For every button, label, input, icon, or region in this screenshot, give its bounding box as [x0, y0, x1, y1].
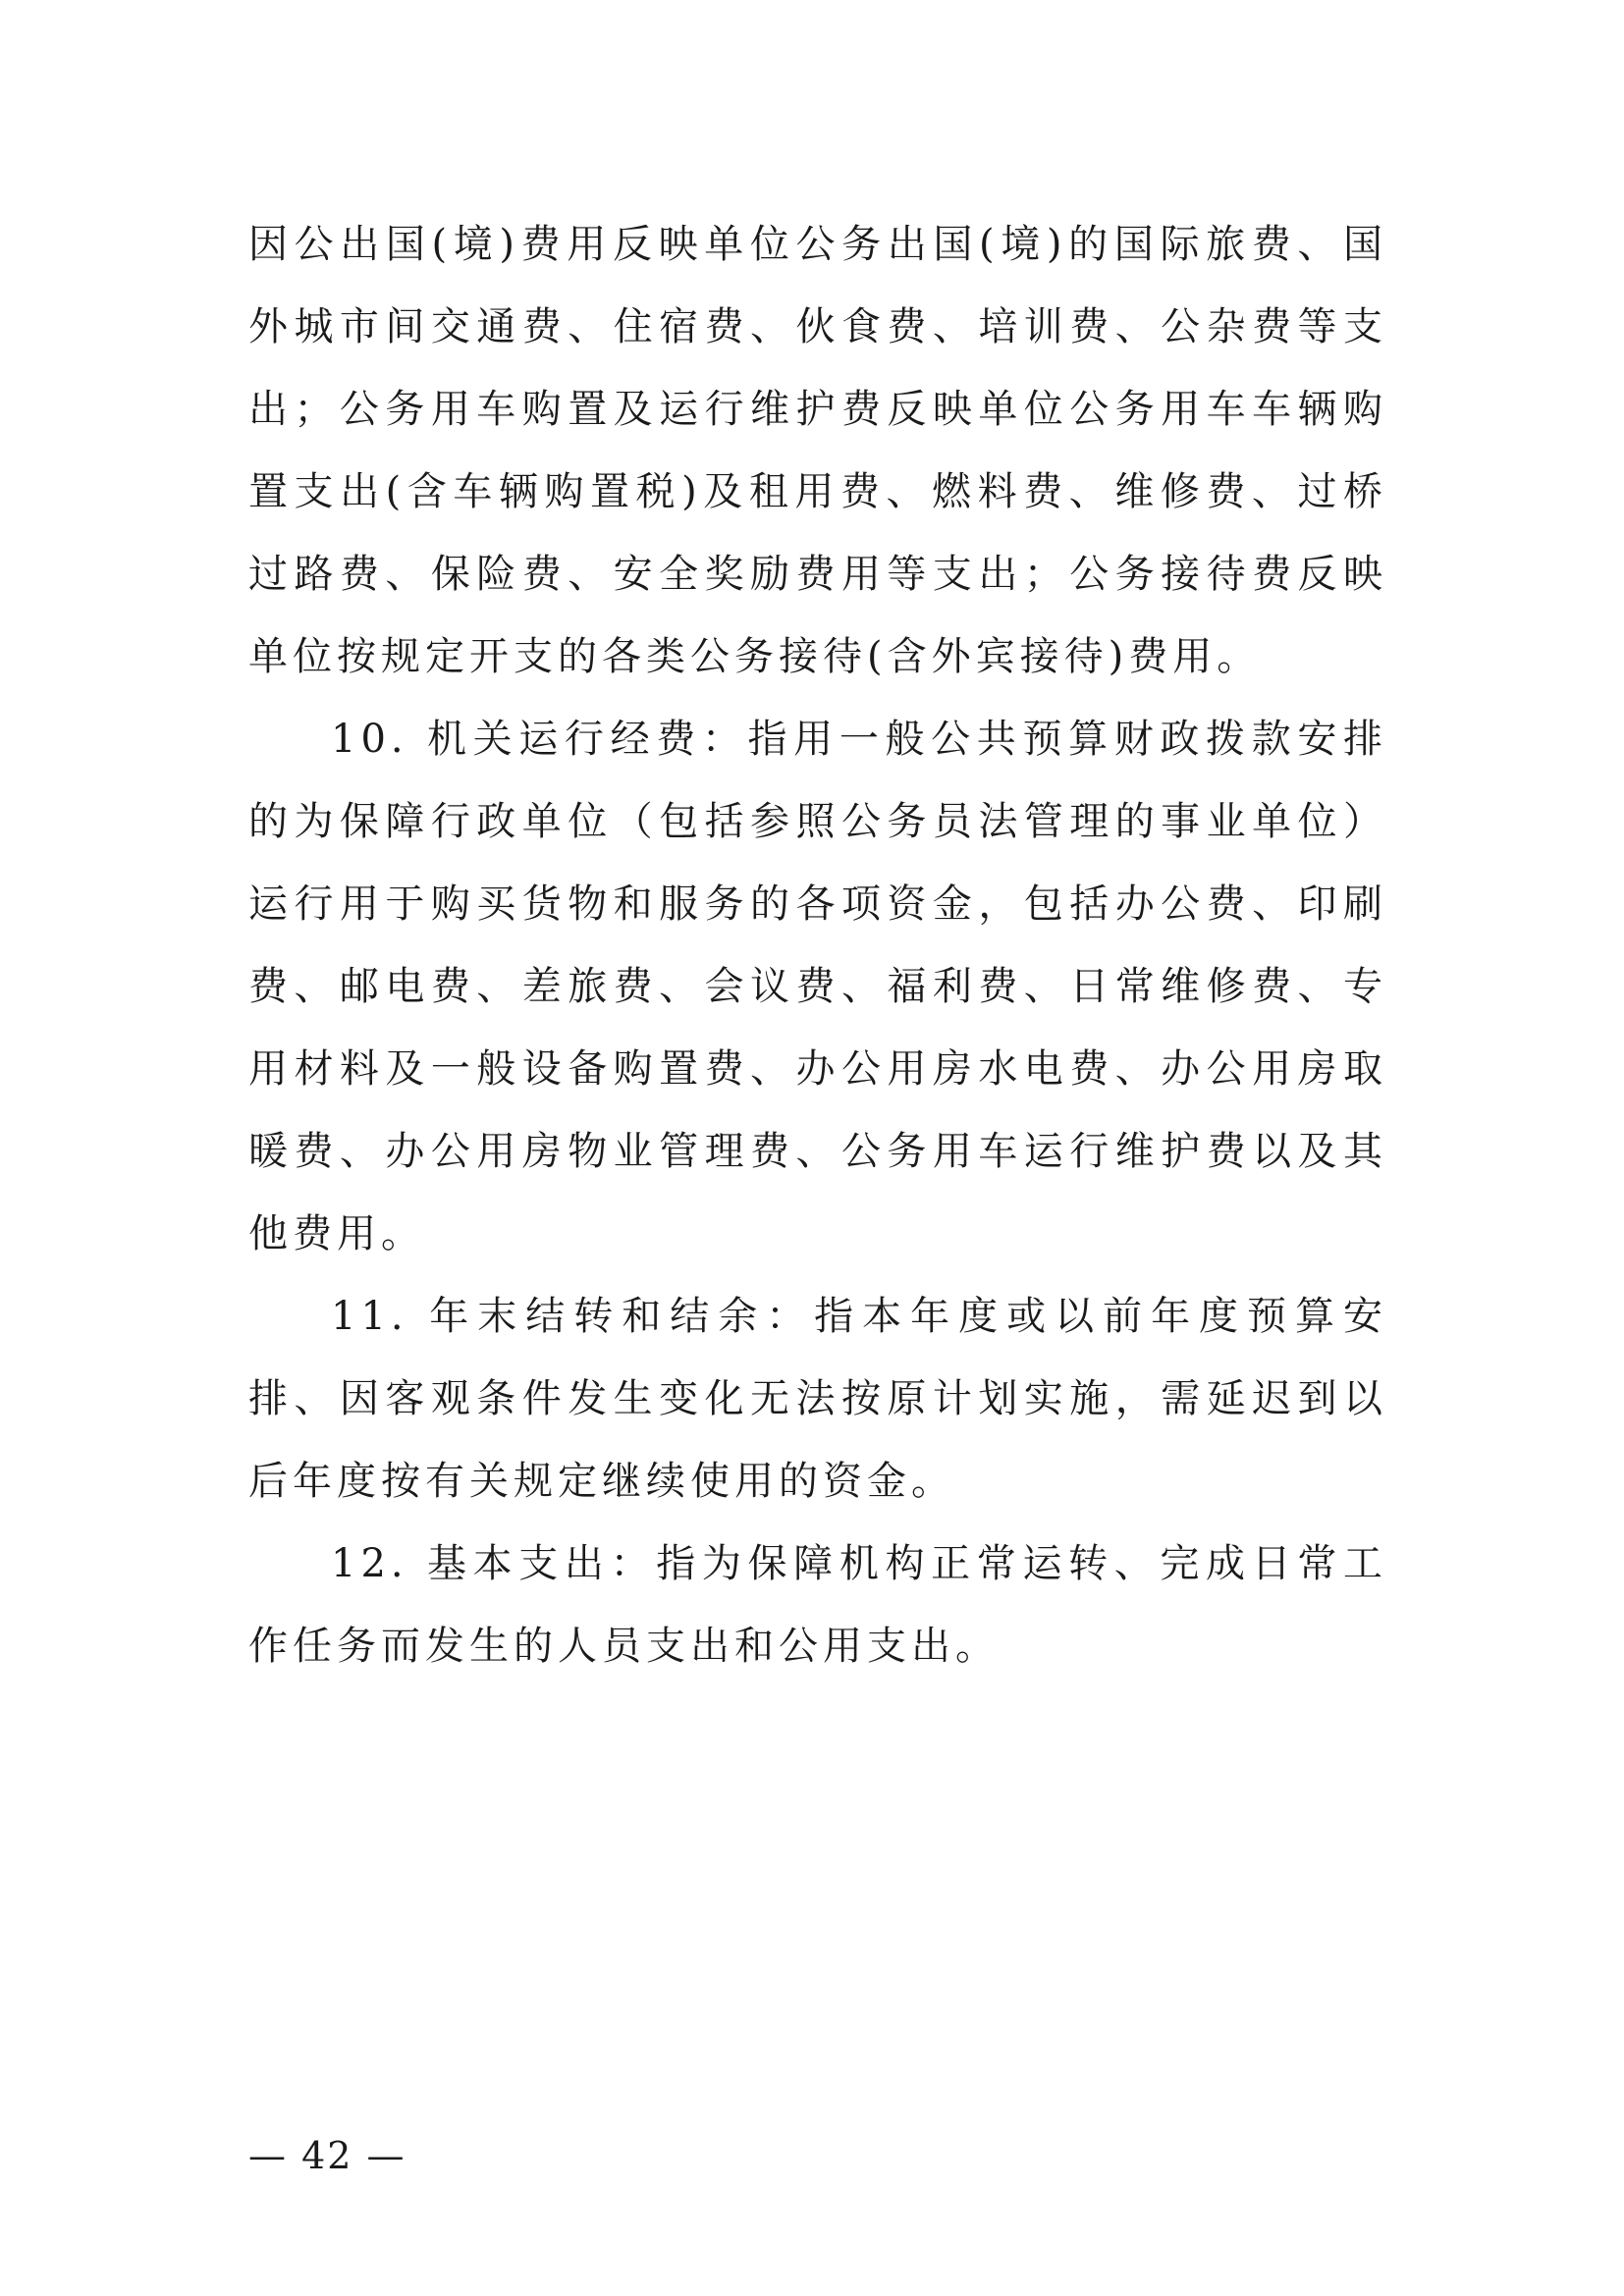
paragraph-continued: 因公出国(境)费用反映单位公务出国(境)的国际旅费、国外城市间交通费、住宿费、伙食费、培训费、公杂费等支出；公务用车购置及运行维护费反映单位公务用车车辆购置支出(含车辆购置税)及租用费、燃料费、维修费、过桥过路费、保险费、安全奖励费用等支出；公务接待费反映单位按规定开支的各类公务接待(含外宾接待)费用。: [248, 222, 1387, 679]
paragraph-item-12: 12. 基本支出：指为保障机构正常运转、完成日常工作任务而发生的人员支出和公用支出。: [248, 1541, 1387, 1669]
page-number: — 42 —: [248, 2134, 406, 2177]
paragraph-item-11: 11. 年末结转和结余：指本年度或以前年度预算安排、因客观条件发生变化无法按原计划实施，需延迟到以后年度按有关规定继续使用的资金。: [248, 1294, 1387, 1504]
body-text: [248, 203, 1387, 1687]
paragraph-item-10: 10. 机关运行经费：指用一般公共预算财政拨款安排的为保障行政单位（包括参照公务员法管理的事业单位）运行用于购买货物和服务的各项资金，包括办公费、印刷费、邮电费、差旅费、会议费、福利费、日常维修费、专用材料及一般设备购置费、办公用房水电费、办公用房取暖费、办公用房物业管理费、公务用车运行维护费以及其他费用。: [248, 717, 1387, 1256]
